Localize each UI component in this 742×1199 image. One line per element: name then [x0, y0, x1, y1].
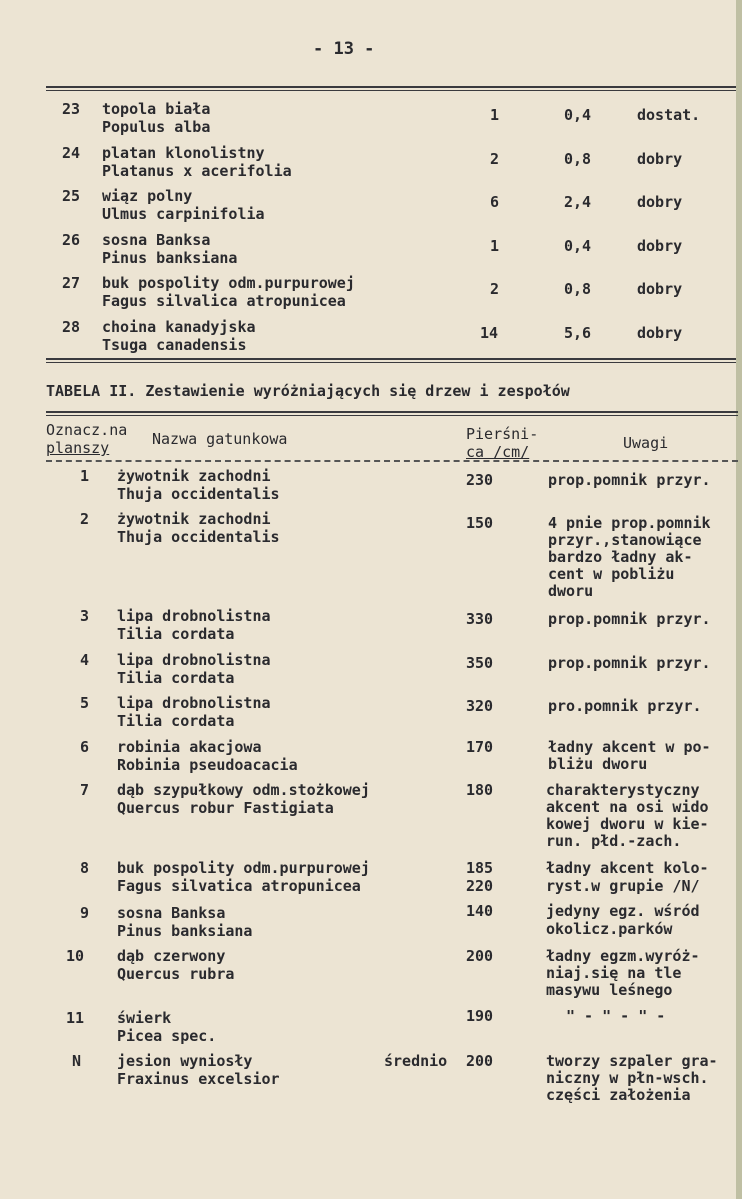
girth-value: 190	[466, 1007, 494, 1025]
remark-line: ładny egzm.wyróż-	[546, 947, 700, 965]
row-number: 23	[62, 100, 81, 118]
plan-mark: 5	[80, 694, 90, 712]
remark-line: prop.pomnik przyr.	[548, 471, 711, 489]
girth-value: 200	[466, 1052, 494, 1070]
table2-caption: TABELA II. Zestawienie wyróżniających się drzew i zespołów	[46, 382, 570, 400]
remark-line: jedyny egz. wśród	[546, 902, 700, 920]
remark-line: akcent na osi wido	[546, 798, 709, 816]
species-latin: Quercus rubra	[117, 965, 235, 983]
species-latin: Thuja occidentalis	[117, 485, 280, 503]
remark-line: kowej dworu w kie-	[546, 815, 709, 833]
plan-mark: 11	[66, 1009, 85, 1027]
species-latin: Populus alba	[102, 118, 211, 136]
table1-bottom-rule	[46, 358, 736, 360]
row-number: 25	[62, 187, 81, 205]
species-latin: Ulmus carpinifolia	[102, 205, 265, 223]
header-mark-on-plan: Oznacz.na	[46, 421, 128, 439]
row-number: 24	[62, 144, 81, 162]
species-latin: Thuja occidentalis	[117, 528, 280, 546]
species-polish: choina kanadyjska	[102, 318, 256, 336]
tree-count: 2	[490, 280, 500, 298]
header-trunk-girth-unit: ca /cm/	[466, 443, 530, 461]
remark-line: run. płd.-zach.	[546, 832, 682, 850]
girth-value: 330	[466, 610, 494, 628]
remark-line: części założenia	[546, 1086, 691, 1104]
remark-line: ładny akcent w po-	[548, 738, 711, 756]
remark-line: bliżu dworu	[548, 755, 648, 773]
remark-line: okolicz.parków	[546, 920, 673, 938]
plan-mark: 1	[80, 467, 90, 485]
species-latin: Pinus banksiana	[102, 249, 238, 267]
plan-mark: 6	[80, 738, 90, 756]
species-polish: lipa drobnolistna	[117, 651, 271, 669]
row-number: 28	[62, 318, 81, 336]
tree-count: 6	[490, 193, 500, 211]
remark-line: pro.pomnik przyr.	[548, 697, 702, 715]
tree-condition: dostat.	[637, 106, 701, 124]
species-polish: sosna Banksa	[117, 904, 226, 922]
species-latin: Tilia cordata	[117, 625, 235, 643]
species-polish: dąb szypułkowy odm.stożkowej	[117, 781, 370, 799]
species-polish: sosna Banksa	[102, 231, 211, 249]
species-latin: Platanus x acerifolia	[102, 162, 292, 180]
row-number: 27	[62, 274, 81, 292]
row-number: 26	[62, 231, 81, 249]
plan-mark: 3	[80, 607, 90, 625]
tree-area: 0,8	[564, 280, 592, 298]
species-polish: świerk	[117, 1009, 172, 1027]
tree-count: 1	[490, 106, 500, 124]
plan-mark: 9	[80, 904, 90, 922]
table2-top-rule	[46, 411, 738, 413]
page-edge-stain	[736, 0, 742, 1199]
species-polish: buk pospolity odm.purpurowej	[102, 274, 355, 292]
tree-condition: dobry	[637, 150, 683, 168]
species-latin: Fagus silvalica atropunicea	[102, 292, 346, 310]
species-polish: żywotnik zachodni	[117, 467, 271, 485]
tree-area: 5,6	[564, 324, 592, 342]
girth-value: 140	[466, 902, 494, 920]
table1-top-rule-2	[46, 90, 736, 91]
remark-line: masywu leśnego	[546, 981, 673, 999]
remark-line: ładny akcent kolo-	[546, 859, 709, 877]
tree-count: 14	[480, 324, 499, 342]
girth-value: 150	[466, 514, 494, 532]
remark-line: cent w pobliżu	[548, 565, 675, 583]
tree-count: 1	[490, 237, 500, 255]
girth-value: 230	[466, 471, 494, 489]
girth-value: 320	[466, 697, 494, 715]
plan-mark: 4	[80, 651, 90, 669]
tree-area: 0,4	[564, 106, 592, 124]
species-latin: Robinia pseudoacacia	[117, 756, 298, 774]
girth-value: 350	[466, 654, 494, 672]
species-polish: robinia akacjowa	[117, 738, 262, 756]
header-species-name: Nazwa gatunkowa	[152, 430, 288, 448]
girth-value: 200	[466, 947, 494, 965]
table1-top-rule	[46, 86, 736, 88]
species-polish: wiąz polny	[102, 187, 193, 205]
species-latin: Quercus robur Fastigiata	[117, 799, 334, 817]
tree-area: 0,8	[564, 150, 592, 168]
tree-count: 2	[490, 150, 500, 168]
species-polish: lipa drobnolistna	[117, 607, 271, 625]
remark-ditto: " - " - " -	[566, 1007, 666, 1025]
plan-mark: 8	[80, 859, 90, 877]
species-latin: Pinus banksiana	[117, 922, 253, 940]
species-polish: jesion wyniosły	[117, 1052, 253, 1070]
girth-value: 220	[466, 877, 494, 895]
tree-condition: dobry	[637, 280, 683, 298]
remark-line: tworzy szpaler gra-	[546, 1052, 718, 1070]
tree-condition: dobry	[637, 324, 683, 342]
remark-line: 4 pnie prop.pomnik	[548, 514, 711, 532]
remark-line: bardzo ładny ak-	[548, 548, 693, 566]
plan-mark: 7	[80, 781, 90, 799]
remark-line: niczny w płn-wsch.	[546, 1069, 709, 1087]
remark-line: ryst.w grupie /N/	[546, 877, 700, 895]
remark-line: niaj.się na tle	[546, 964, 682, 982]
plan-mark: 10	[66, 947, 85, 965]
species-latin: Tilia cordata	[117, 669, 235, 687]
species-latin: Picea spec.	[117, 1027, 217, 1045]
header-trunk-girth: Pierśni-	[466, 425, 539, 443]
girth-value: 185	[466, 859, 494, 877]
species-polish: lipa drobnolistna	[117, 694, 271, 712]
girth-value: 170	[466, 738, 494, 756]
remark-line: prop.pomnik przyr.	[548, 610, 711, 628]
girth-value: 180	[466, 781, 494, 799]
header-remarks: Uwagi	[623, 434, 669, 452]
species-latin: Tsuga canadensis	[102, 336, 247, 354]
species-polish: buk pospolity odm.purpurowej	[117, 859, 370, 877]
species-latin: Tilia cordata	[117, 712, 235, 730]
measure-qualifier: średnio	[384, 1052, 448, 1070]
species-polish: żywotnik zachodni	[117, 510, 271, 528]
table2-header-rule	[46, 460, 738, 462]
species-latin: Fagus silvatica atropunicea	[117, 877, 361, 895]
remark-line: dworu	[548, 582, 594, 600]
table1-bottom-rule-2	[46, 362, 736, 363]
tree-condition: dobry	[637, 193, 683, 211]
page-number: - 13 -	[313, 39, 375, 59]
remark-line: przyr.,stanowiące	[548, 531, 702, 549]
tree-area: 2,4	[564, 193, 592, 211]
header-mark-on-plan-2: planszy	[46, 439, 110, 457]
species-polish: platan klonolistny	[102, 144, 265, 162]
tree-condition: dobry	[637, 237, 683, 255]
remark-line: prop.pomnik przyr.	[548, 654, 711, 672]
species-polish: dąb czerwony	[117, 947, 226, 965]
species-latin: Fraxinus excelsior	[117, 1070, 280, 1088]
plan-mark: N	[72, 1052, 82, 1070]
plan-mark: 2	[80, 510, 90, 528]
species-polish: topola biała	[102, 100, 211, 118]
table2-top-rule-2	[46, 415, 738, 416]
tree-area: 0,4	[564, 237, 592, 255]
remark-line: charakterystyczny	[546, 781, 700, 799]
